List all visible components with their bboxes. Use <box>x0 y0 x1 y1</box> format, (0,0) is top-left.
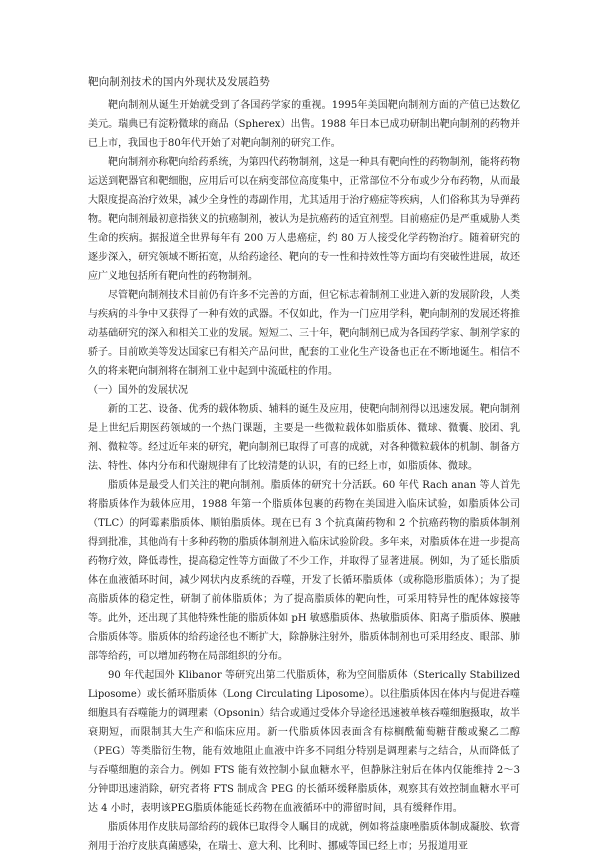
paragraph-definition: 靶向制剂亦称靶向给药系统，为第四代药物制剂，这是一种具有靶向性的药物制剂，能将药物运送到靶器官和靶细胞，应用后可以在病变部位高度集中，正常部位不分布或少分布药物，从而最大限度提高治疗效果，减少全身性的毒副作用，尤其适用于治疗癌症等疾病，人们俗称其为导弹药物。靶向制剂最初意指狭义的抗癌制剂，被认为是抗癌药的适宜剂型。目前癌症仍是严重威胁人类生命的疾病。据报道全世界每年有 200 万人患癌症，约 80 万人接受化学药物治疗。随着研究的逐步深入，研究领域不断拓宽，从给药途径、靶向的专一性和持效性等方面均有突破性进展，故还应广义地包括所有靶向性的药物制剂。 <box>88 157 520 282</box>
paragraph-new-technology: 新的工艺、设备、优秀的载体物质、辅料的诞生及应用，使靶向制剂得以迅速发展。靶向制剂是上世纪后期医药领域的一个热门课题，主要是一些微粒载体如脂质体、微球、微囊、胶团、乳剂、微粒等。经过近年来的研究，靶向制剂已取得了可喜的成就，对各种微粒载体的机制、制备方法、特性、体内分布和代谢规律有了比较清楚的认识，有的已经上市，如脂质体、微球。 <box>88 404 520 472</box>
paragraph-skin-delivery: 脂质体用作皮肤局部给药的载体已取得令人瞩目的成就，例如将益康唑脂质体制成凝胶、软膏剂用于治疗皮肤真菌感染，在瑞士、意大利、比利时、挪威等国已经上市；另报道用亚 <box>88 822 520 852</box>
paragraph-second-generation: 90 年代起国外 Klibanor 等研究出第二代脂质体，称为空间脂质体（Sterically Stabilized Liposome）或长循环脂质体（Long Circulating Liposome）。以往脂质体因在体内与促进吞噬细胞具有吞噬能力的调理素（Opsonin）结合或通过受体介导途径迅速被单核吞噬细胞摄取，故半衰期短，而限制其大生产和临床应用。新一代脂质体因表面含有棕榈酰葡萄糖苷酸或聚乙二醇（PEG）等类脂衍生物，能有效地阻止血液中许多不同组分特别是调理素与之结合，从而降低了与吞噬细胞的亲合力。例如 FTS 能有效控制小鼠血糖水平，但静脉注射后在体内仅能维持 2～3 分钟即迅速消除，研究者将 FTS 制成含 PEG 的长循环缓释脂质体，观察其有效控制血糖水平可达 4 小时，表明该PEG脂质体能延长药物在血液循环中的滞留时间，具有缓释作用。 <box>88 670 520 814</box>
paragraph-outlook: 尽管靶向制剂技术目前仍有许多不完善的方面，但它标志着制剂工业进入新的发展阶段，人类与疾病的斗争中又获得了一种有效的武器。不仅如此，作为一门应用学科，靶向制剂的发展还将推动基础研究的深入和相关工业的发展。短短二、三十年，靶向制剂已成为各国药学家、制剂学家的骄子。目前欧美等发达国家已有相关产品问世，配套的工业化生产设备也正在不断地诞生。相信不久的将来靶向制剂将在制剂工业中起到中流砥柱的作用。 <box>88 290 520 377</box>
document-body <box>88 96 520 856</box>
paragraph-liposome: 脂质体是最受人们关注的靶向制剂。脂质体的研究十分活跃。60 年代 Rach anan 等人首先将脂质体作为载体应用，1988 年第一个脂质体包裹的药物在美国进入临床试验，如脂质体公司（TLC）的阿霉素脂质体、顺铂脂质体。现在已有 3 个抗真菌药物和 2 个抗癌药物的脂质体制剂得到批准，其他尚有十多种药物的脂质体制剂进入临床试验阶段。多年来，对脂质体在进一步提高药物疗效，降低毒性，提高稳定性等方面做了不少工作，并取得了显著进展。例如，为了延长脂质体在血液循环时间，减少网状内皮系统的吞噬，开发了长循环脂质体（或称隐形脂质体）；为了提高脂质体的稳定性，研制了前体脂质体；为了提高脂质体的靶向性，可采用特异性的配体嫁接等等。此外，还出现了其他特殊性能的脂质体如 pH 敏感脂质体、热敏脂质体、阳离子脂质体、膜融合脂质体等。脂质体的给药途径也不断扩大，除静脉注射外，脂质体制剂也可采用经皮、眼部、肺部等给药，可以增加药物在局部组织的分布。 <box>88 480 520 662</box>
paragraph-intro: 靶向制剂从诞生开始就受到了各国药学家的重视。1995年美国靶向制剂方面的产值已达数亿美元。瑞典已有淀粉微球的商品（Spherex）出售。1988 年日本已成功研制出靶向制剂的药物并已上市，我国也于80年代开始了对靶向制剂的研究工作。 <box>88 100 520 149</box>
section-heading-abroad: （一）国外的发展状况 <box>88 385 188 396</box>
document-title: 靶向制剂技术的国内外现状及发展趋势 <box>88 76 270 88</box>
